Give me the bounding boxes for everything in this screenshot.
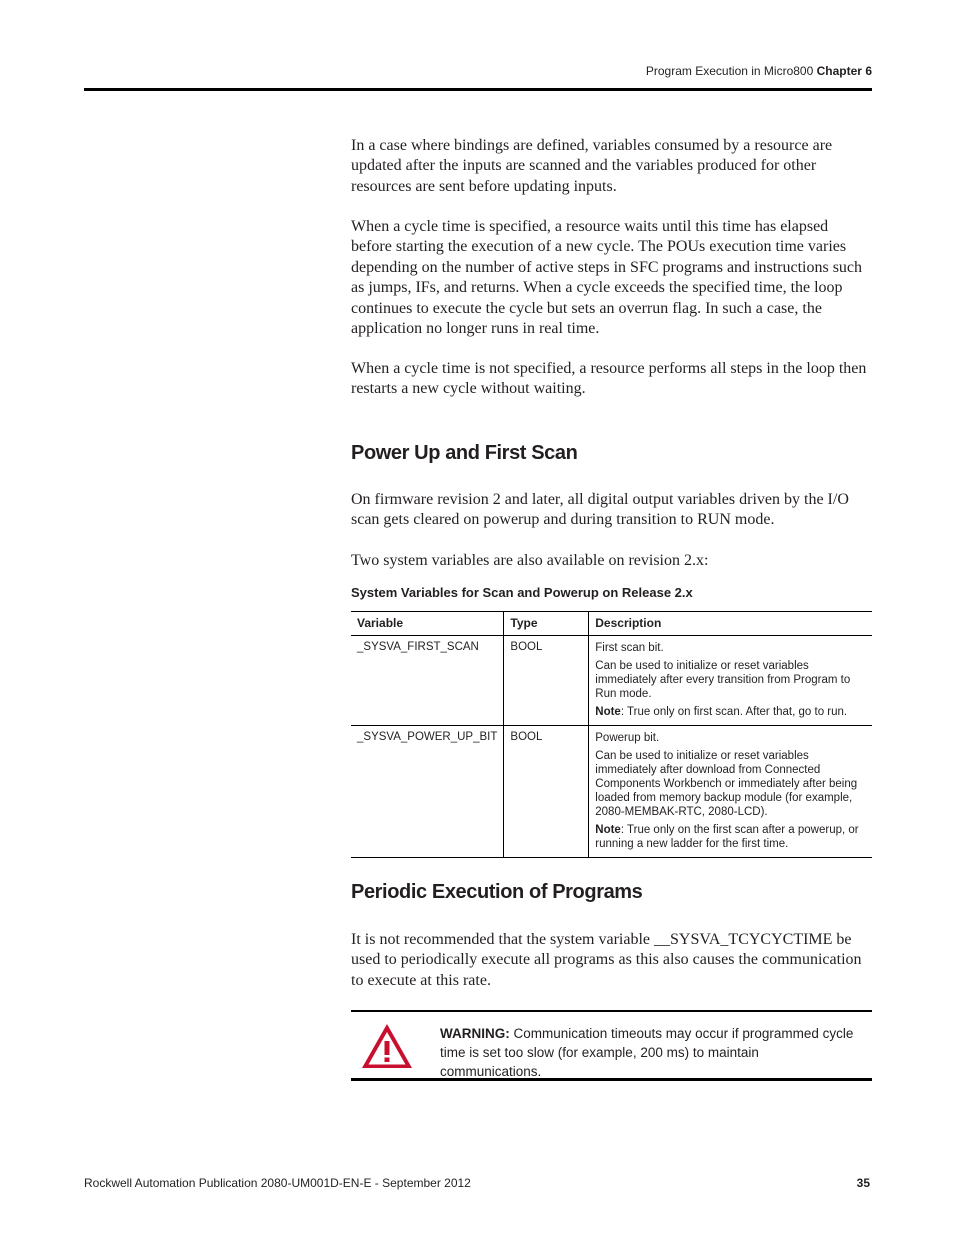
type-cell: BOOL [504, 636, 589, 726]
intro-paragraph-2: When a cycle time is specified, a resource waits until this time has elapsed before starting the execution of a new cycle. The POUs execution time varies depending on the number of active steps in SFC programs and instructions such as jumps, IFs, and returns. When a cycle exceeds the specified time, the loop continues to execute the cycle but sets an overrun flag. In such a case, the application no longer runs in real time. [351, 218, 863, 338]
table-row [351, 726, 872, 858]
description-summary: First scan bit. [595, 642, 664, 654]
description-detail: Can be used to initialize or reset variables immediately after download from Connected Components Workbench or immediately after being loaded from memory backup module (for example, 2080-MEMBAK-RTC, 2080-LCD). [595, 750, 858, 818]
column-header-variable: Variable [351, 612, 504, 636]
variable-cell: _SYSVA_POWER_UP_BIT [357, 731, 498, 743]
warning-message [440, 1024, 860, 1081]
power-up-paragraph-1: On firmware revision 2 and later, all digital output variables driven by the I/O scan gets cleared on powerup and during transition to RUN mode. [351, 491, 849, 529]
description-note [595, 823, 866, 851]
table-row [351, 636, 872, 726]
description-cell [589, 636, 872, 726]
header-rule [84, 88, 872, 91]
intro-paragraph-1: In a case where bindings are defined, variables consumed by a resource are updated after the inputs are scanned and the variables produced for other resources are sent before updating inputs. [351, 137, 833, 195]
warning-text: Communication timeouts may occur if programmed cycle time is set too slow (for example, 200 ms) to maintain communications. [440, 1026, 854, 1079]
note-text: : True only on the first scan after a powerup, or running a new ladder for the first time. [595, 824, 859, 850]
running-title: Program Execution in Micro800 [645, 64, 814, 78]
running-header [646, 64, 872, 78]
system-variables-table [351, 611, 872, 858]
note-label: Note [595, 824, 621, 836]
column-header-description: Description [589, 612, 872, 636]
note-text: : True only on first scan. After that, go to run. [620, 706, 848, 718]
page-number: 35 [856, 1176, 870, 1190]
variable-cell: _SYSVA_FIRST_SCAN [351, 636, 504, 726]
note-label: Note [595, 706, 621, 718]
section-heading-power-up: Power Up and First Scan [351, 442, 578, 464]
intro-paragraph-3: When a cycle time is not specified, a resource performs all steps in the loop then restarts a new cycle without waiting. [351, 360, 867, 398]
table-title: System Variables for Scan and Powerup on Release 2.x [351, 585, 693, 600]
section-periodic-execution [351, 881, 872, 904]
description-cell [589, 726, 872, 858]
type-cell: BOOL [504, 726, 589, 858]
section-power-up [351, 442, 872, 465]
system-variables-table-wrapper [351, 611, 872, 858]
description-detail: Can be used to initialize or reset variables immediately after every transition from Program to Run mode. [595, 660, 851, 700]
power-up-paragraph-2: Two system variables are also available on revision 2.x: [351, 552, 709, 569]
description-summary: Powerup bit. [595, 732, 660, 744]
column-header-type: Type [504, 612, 589, 636]
footer-publication: Rockwell Automation Publication 2080-UM001D-EN-E - September 2012 [84, 1176, 471, 1190]
periodic-paragraph: It is not recommended that the system variable __SYSVA_TCYCYCTIME be used to periodically execute all programs as this also causes the communication to execute at this rate. [351, 931, 862, 989]
section-heading-periodic-execution: Periodic Execution of Programs [351, 881, 643, 903]
chapter-label: Chapter 6 [816, 64, 872, 78]
warning-triangle-icon [360, 1022, 414, 1070]
table-header-row [351, 612, 872, 636]
description-note [595, 705, 866, 719]
warning-label: WARNING: [440, 1026, 510, 1041]
warning-box [351, 1010, 872, 1081]
